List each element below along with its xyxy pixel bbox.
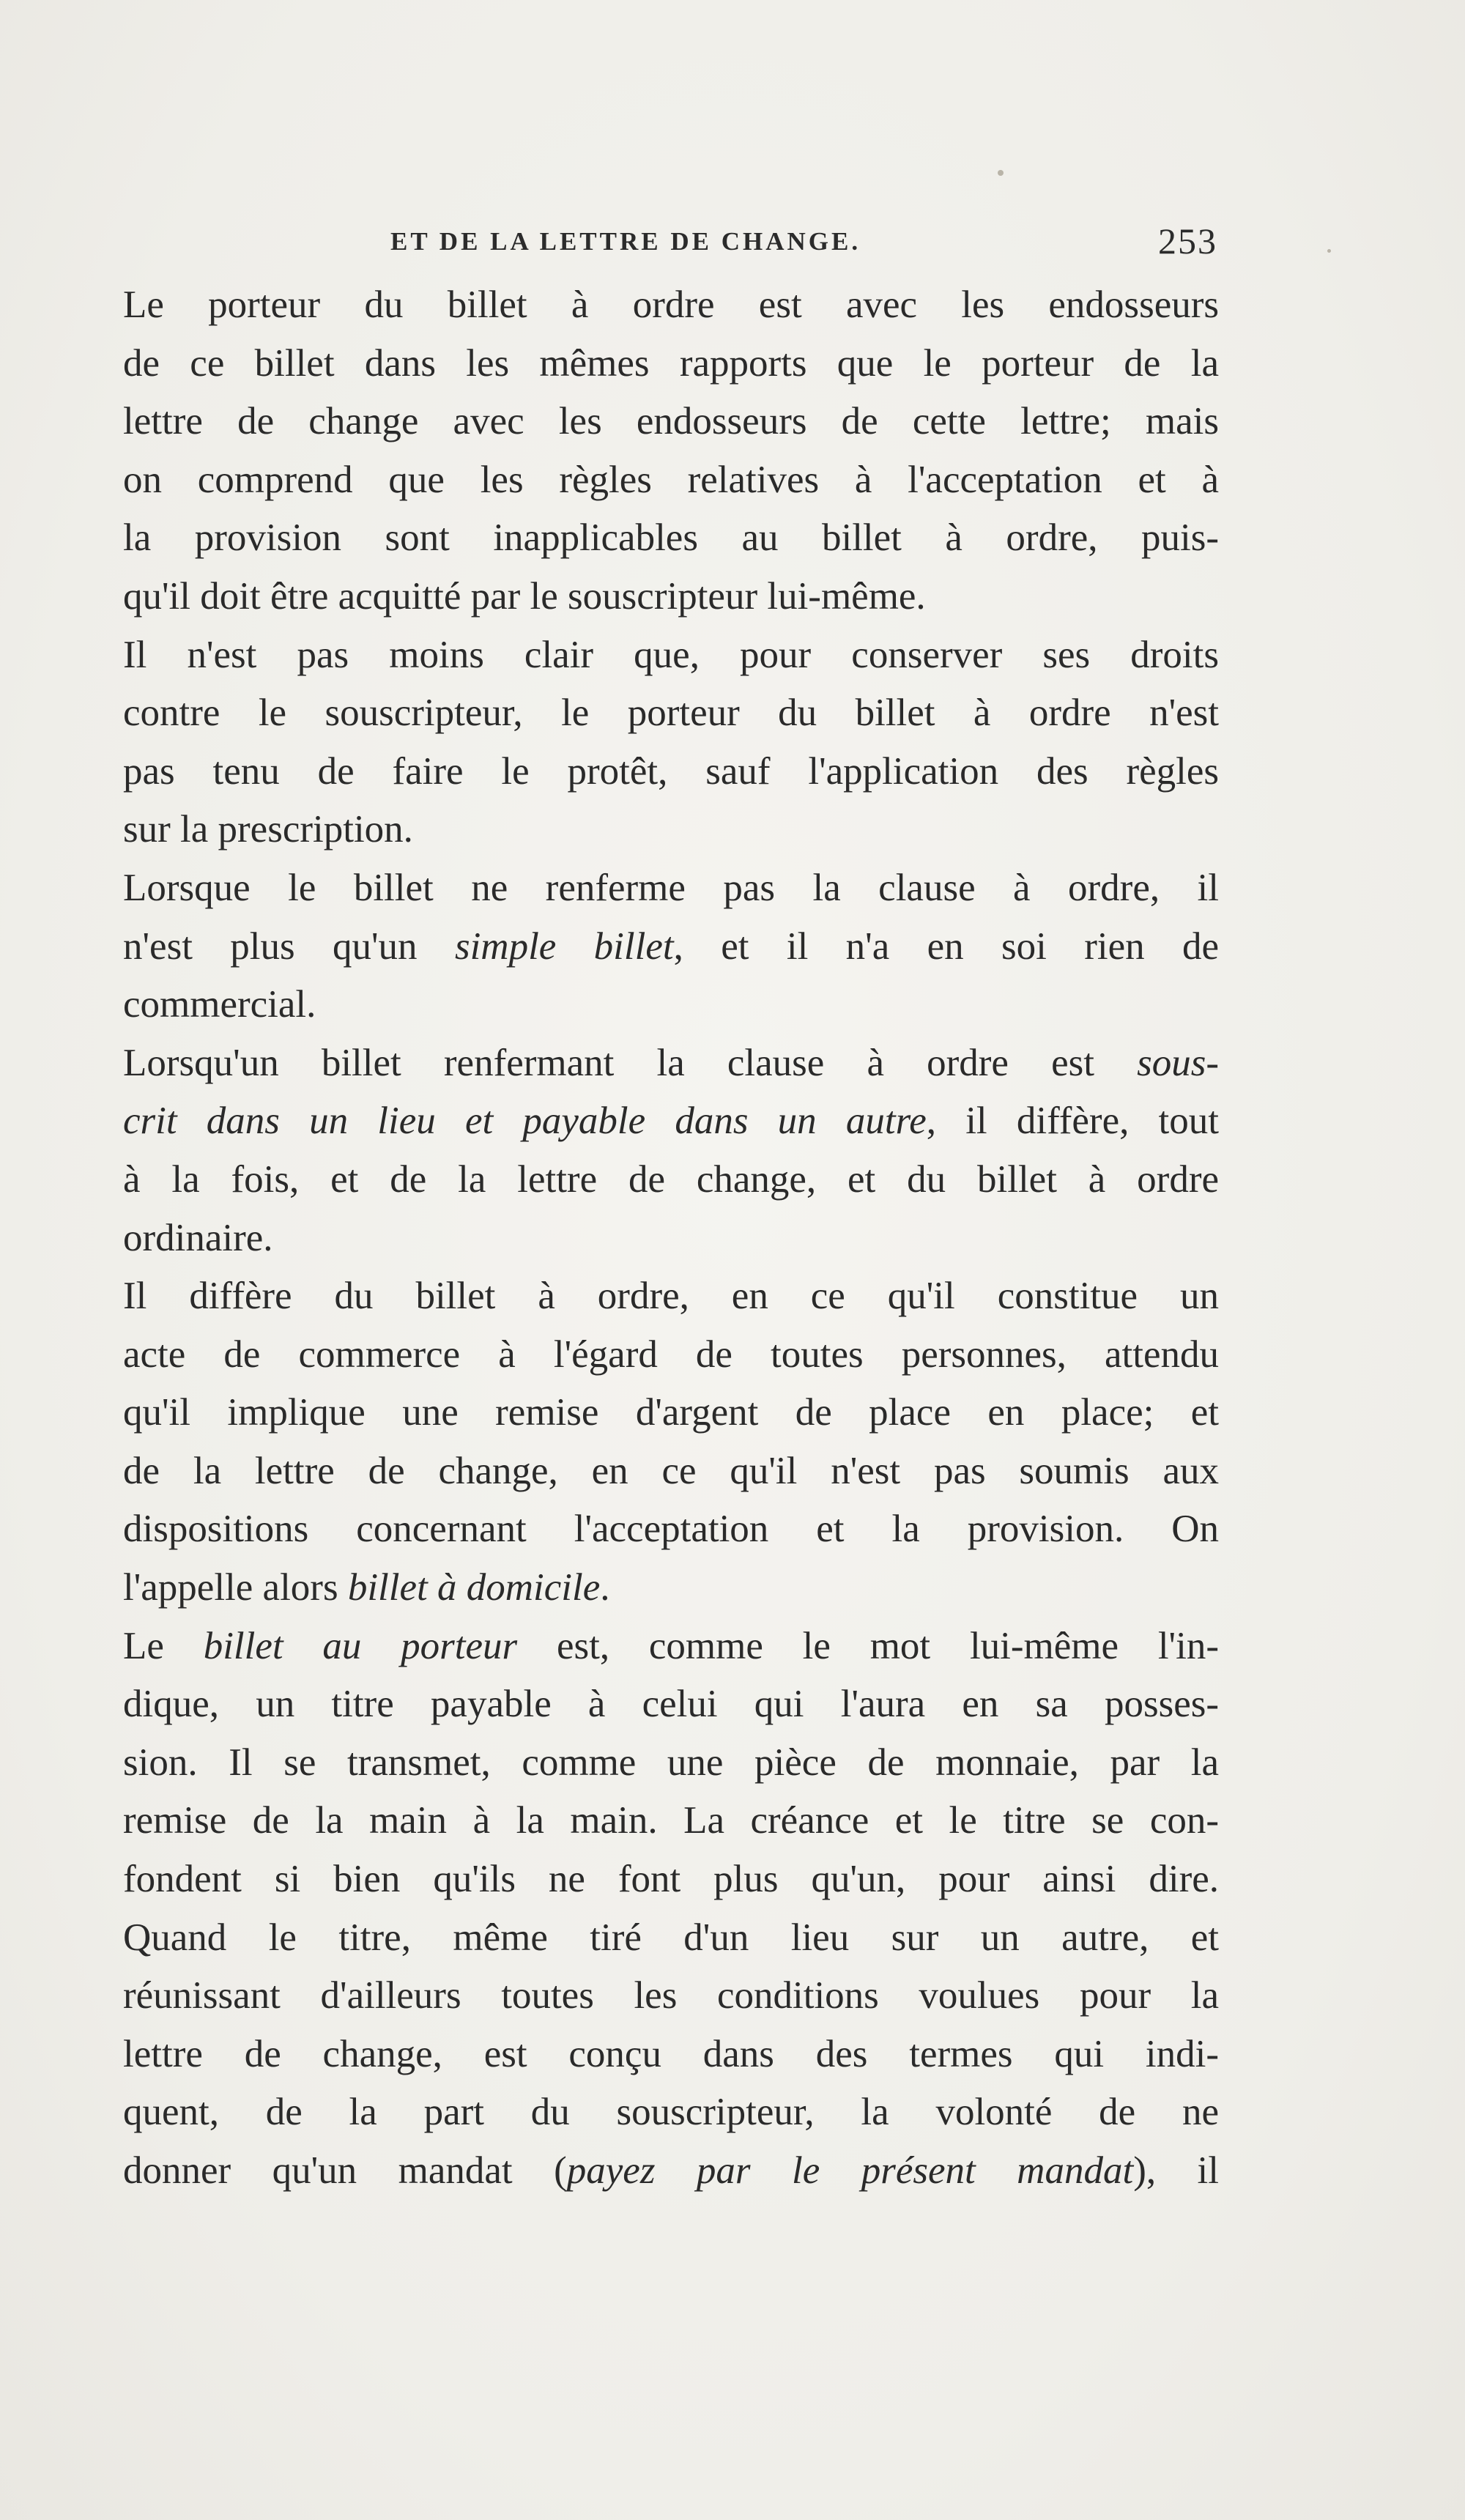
text-segment: quent, de la part du souscripteur, la volonté de ne: [123, 2091, 1219, 2134]
text-segment: Il n'est pas moins clair que, pour conserver ses droits: [123, 633, 1219, 676]
text-line: [123, 918, 1219, 976]
text-segment-italic: payez par le présent mandat: [566, 2149, 1134, 2192]
text-line: [123, 801, 1219, 859]
text-line: [123, 2142, 1219, 2201]
text-segment: Lorsqu'un billet renfermant la clause à ordre est: [123, 1041, 1138, 1084]
text-segment: remise de la main à la main. La créance et le titre se con-: [123, 1799, 1219, 1842]
text-line: [123, 1850, 1219, 1909]
text-segment: qu'il implique une remise d'argent de place en place; et: [123, 1391, 1219, 1434]
text-line: [123, 1909, 1219, 1968]
text-line: [123, 684, 1219, 743]
text-line: [123, 976, 1219, 1034]
text-line: [123, 1792, 1219, 1850]
page-header: [123, 220, 1222, 271]
text-line: [123, 568, 1219, 626]
text-segment: on comprend que les règles relatives à l'acceptation et à: [123, 458, 1219, 501]
text-segment: ordinaire.: [123, 1216, 273, 1259]
text-segment: sur la prescription.: [123, 808, 413, 851]
text-line: [123, 451, 1219, 510]
text-segment-italic: simple billet: [454, 924, 674, 968]
text-segment: donner qu'un mandat (: [123, 2149, 567, 2192]
text-line: [123, 1967, 1219, 2026]
text-line: [123, 626, 1219, 685]
text-segment: contre le souscripteur, le porteur du billet à ordre n'est: [123, 692, 1219, 735]
text-segment: qu'il doit être acquitté par le souscripteur lui-même.: [123, 574, 926, 618]
text-segment: , il diffère, tout: [926, 1100, 1219, 1143]
text-line: [123, 1442, 1219, 1501]
page-number: 253: [1158, 220, 1217, 262]
text-segment: réunissant d'ailleurs toutes les conditions voulues pour la: [123, 1974, 1219, 2017]
text-segment: à la fois, et de la lettre de change, et du billet à ordre: [123, 1157, 1219, 1201]
text-segment: n'est plus qu'un: [123, 924, 455, 968]
text-line: [123, 1384, 1219, 1442]
text-segment: .: [600, 1566, 610, 1609]
text-segment: Quand le titre, même tiré d'un lieu sur un autre, et: [123, 1916, 1219, 1959]
body-text: [123, 276, 1219, 2201]
text-segment-italic: crit dans un lieu et payable dans un autre: [123, 1100, 927, 1143]
text-segment: Le porteur du billet à ordre est avec les endosseurs: [123, 284, 1219, 326]
text-line: [123, 1267, 1219, 1326]
text-segment: la provision sont inapplicables au billet à ordre, puis-: [123, 516, 1219, 560]
text-segment: Le: [123, 1624, 204, 1667]
text-segment: commercial.: [123, 983, 316, 1026]
text-line: [123, 1559, 1219, 1617]
text-segment-italic: billet au porteur: [203, 1624, 518, 1667]
text-line: [123, 1500, 1219, 1559]
text-line: [123, 1209, 1219, 1268]
text-segment: de ce billet dans les mêmes rapports que le porteur de la: [123, 341, 1219, 385]
text-segment-italic: billet à domicile: [347, 1566, 601, 1609]
text-line: [123, 393, 1219, 451]
text-line: [123, 1151, 1219, 1209]
paper-speck: [998, 170, 1004, 176]
text-segment: , et il n'a en soi rien de: [673, 924, 1219, 968]
text-line: [123, 2083, 1219, 2142]
text-line: [123, 1675, 1219, 1734]
text-segment: dispositions concernant l'acceptation et la provision. On: [123, 1508, 1219, 1551]
text-segment: dique, un titre payable à celui qui l'aura en sa posses-: [123, 1683, 1219, 1726]
text-segment: ), il: [1133, 2149, 1219, 2192]
text-segment: fondent si bien qu'ils ne font plus qu'un, pour ainsi dire.: [123, 1858, 1219, 1901]
text-line: [123, 1326, 1219, 1385]
text-segment: lettre de change avec les endosseurs de cette lettre; mais: [123, 400, 1219, 443]
text-line: [123, 2026, 1219, 2084]
text-line: [123, 743, 1219, 801]
text-segment: est, comme le mot lui-même l'in-: [517, 1624, 1219, 1667]
text-line: [123, 335, 1219, 393]
running-title: ET DE LA LETTRE DE CHANGE.: [390, 227, 861, 256]
text-segment: sion. Il se transmet, comme une pièce de monnaie, par la: [123, 1741, 1219, 1784]
paper-speck: [1327, 249, 1331, 253]
text-line: [123, 1734, 1219, 1793]
text-segment: Lorsque le billet ne renferme pas la clause à ordre, il: [123, 866, 1219, 909]
text-segment: de la lettre de change, en ce qu'il n'est pas soumis aux: [123, 1449, 1219, 1492]
text-segment: lettre de change, est conçu dans des termes qui indi-: [123, 2032, 1219, 2075]
text-line: [123, 276, 1219, 335]
text-line: [123, 1034, 1219, 1093]
text-line: [123, 859, 1219, 918]
text-line: [123, 1092, 1219, 1151]
text-segment: acte de commerce à l'égard de toutes personnes, attendu: [123, 1333, 1219, 1376]
text-segment: Il diffère du billet à ordre, en ce qu'il constitue un: [123, 1275, 1219, 1318]
text-line: [123, 509, 1219, 568]
text-segment: l'appelle alors: [123, 1566, 348, 1609]
text-segment: pas tenu de faire le protêt, sauf l'application des règles: [123, 749, 1219, 793]
text-line: [123, 1617, 1219, 1676]
text-segment-italic: sous-: [1137, 1041, 1219, 1084]
